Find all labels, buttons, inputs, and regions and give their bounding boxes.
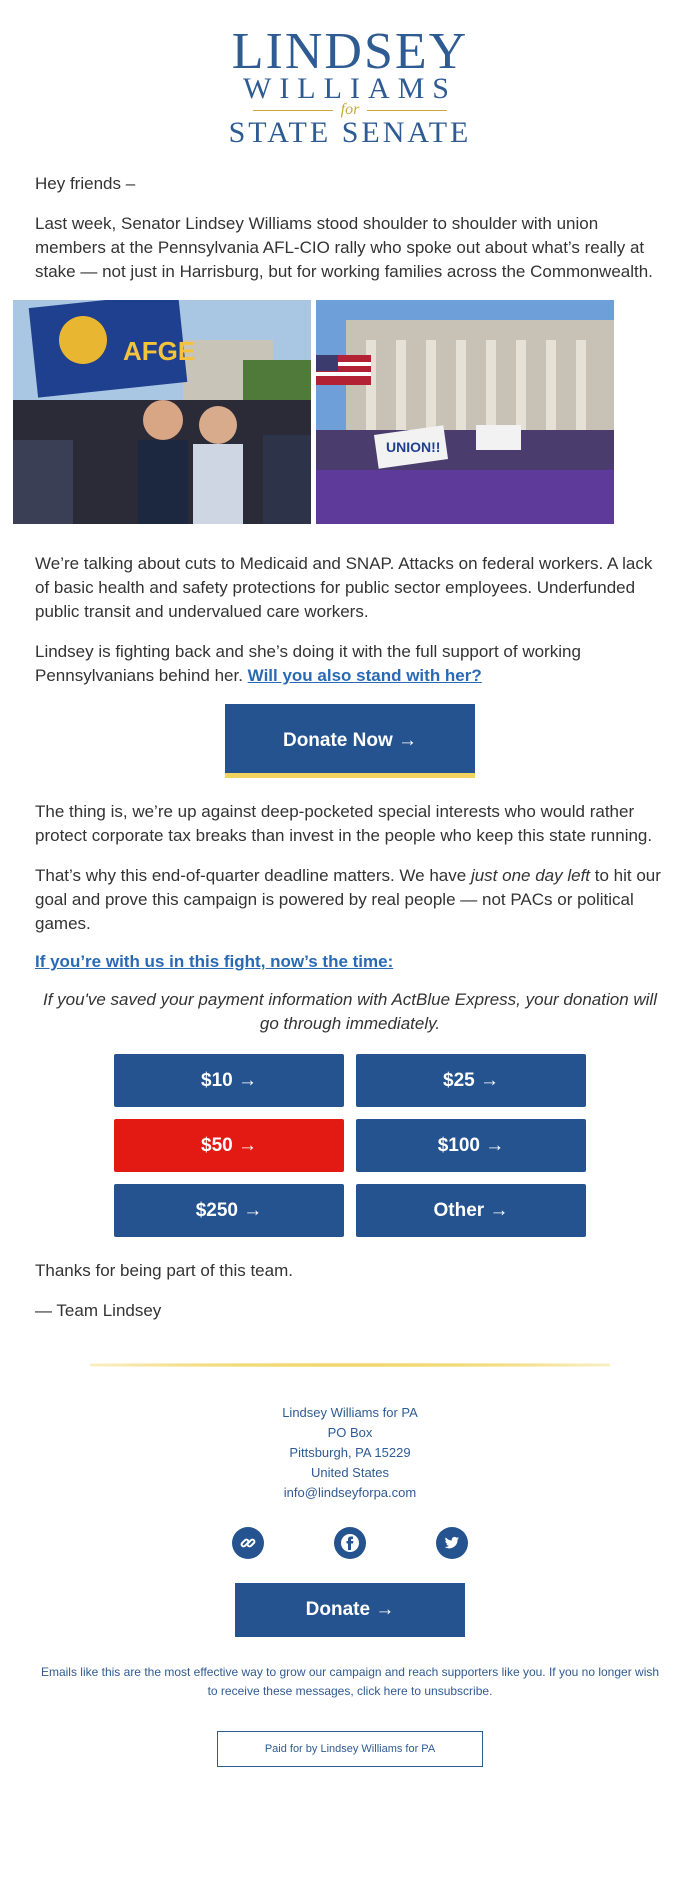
rally-photo-left bbox=[13, 300, 311, 524]
footer-pobox: PO Box bbox=[327, 1425, 373, 1440]
donate-250-button[interactable]: $250 → bbox=[114, 1184, 344, 1237]
donate-100-button[interactable]: $100 → bbox=[356, 1119, 586, 1172]
deadline-text-post: to hit our goal and prove this campaign is powered by real people — not PACs or political games. bbox=[35, 866, 661, 933]
email-body bbox=[0, 172, 700, 284]
social-links bbox=[0, 1527, 700, 1559]
logo-surname: WILLIAMS bbox=[243, 72, 457, 105]
donation-amount-grid bbox=[35, 1054, 665, 1237]
special-interests-paragraph: The thing is, we’re up against deep-pocketed special interests who would rather protect corporate tax breaks than invest in the people who keep this state running. bbox=[35, 802, 653, 845]
donate-25-button[interactable]: $25 → bbox=[356, 1054, 586, 1107]
support-text: Lindsey is fighting back and she’s doing it with the full support of working Pennsylvanians behind her. bbox=[35, 642, 581, 685]
intro-paragraph: Last week, Senator Lindsey Williams stood shoulder to shoulder with union members at the Pennsylvania AFL-CIO rally who spoke out about what’s really at stake — not just in Harrisburg, but for working families across the Commonwealth. bbox=[35, 214, 653, 281]
donate-10-button[interactable]: $10 → bbox=[114, 1054, 344, 1107]
footer-org: Lindsey Williams for PA bbox=[282, 1405, 418, 1420]
facebook-icon[interactable] bbox=[334, 1527, 366, 1559]
rally-photo-right bbox=[316, 300, 614, 524]
email-body-continued bbox=[0, 552, 700, 1323]
donate-now-button[interactable]: Donate Now → bbox=[225, 704, 475, 778]
logo-for: for bbox=[0, 102, 700, 118]
rally-photos bbox=[13, 300, 687, 524]
footer-country: United States bbox=[310, 1465, 390, 1480]
deadline-emphasis: just one day left bbox=[470, 866, 591, 885]
deadline-paragraph bbox=[35, 864, 665, 936]
unsubscribe-text[interactable]: Emails like this are the most effective way to grow our campaign and reach supporters like you. If you no longer wish to receive these messages, click here to unsubscribe. bbox=[40, 1665, 660, 1698]
actblue-note: If you've saved your payment information with ActBlue Express, your donation will go through immediately. bbox=[43, 990, 657, 1033]
donate-other-button[interactable]: Other → bbox=[356, 1184, 586, 1237]
signoff-text: — Team Lindsey bbox=[35, 1301, 162, 1320]
deadline-text-pre: That’s why this end-of-quarter deadline matters. We have bbox=[35, 866, 467, 885]
gold-divider bbox=[90, 1363, 610, 1367]
footer-donate-button[interactable]: Donate → bbox=[235, 1583, 465, 1637]
logo-office: STATE SENATE bbox=[228, 116, 472, 149]
stand-with-her-link[interactable]: Will you also stand with her? bbox=[247, 666, 482, 685]
campaign-logo bbox=[0, 0, 700, 149]
greeting: Hey friends – bbox=[35, 174, 136, 193]
email-footer bbox=[0, 1403, 700, 1767]
twitter-icon[interactable] bbox=[436, 1527, 468, 1559]
footer-city: Pittsburgh, PA 15229 bbox=[289, 1445, 411, 1460]
thanks-text: Thanks for being part of this team. bbox=[35, 1261, 293, 1280]
fight-link[interactable]: If you’re with us in this fight, now’s the time: bbox=[35, 952, 394, 971]
support-paragraph bbox=[35, 640, 665, 688]
svg-text:AFGE: AFGE bbox=[123, 336, 196, 366]
footer-email-link[interactable]: info@lindseyforpa.com bbox=[283, 1485, 417, 1500]
issues-paragraph: We’re talking about cuts to Medicaid and SNAP. Attacks on federal workers. A lack of basic health and safety protections for public sector employees. Underfunded public transit and undervalued care workers. bbox=[35, 554, 653, 621]
svg-text:UNION!!: UNION!! bbox=[386, 439, 441, 455]
logo-name: LINDSEY bbox=[231, 23, 469, 80]
link-icon[interactable] bbox=[232, 1527, 264, 1559]
paid-for-disclaimer: Paid for by Lindsey Williams for PA bbox=[217, 1731, 483, 1767]
donate-50-button[interactable]: $50 → bbox=[114, 1119, 344, 1172]
